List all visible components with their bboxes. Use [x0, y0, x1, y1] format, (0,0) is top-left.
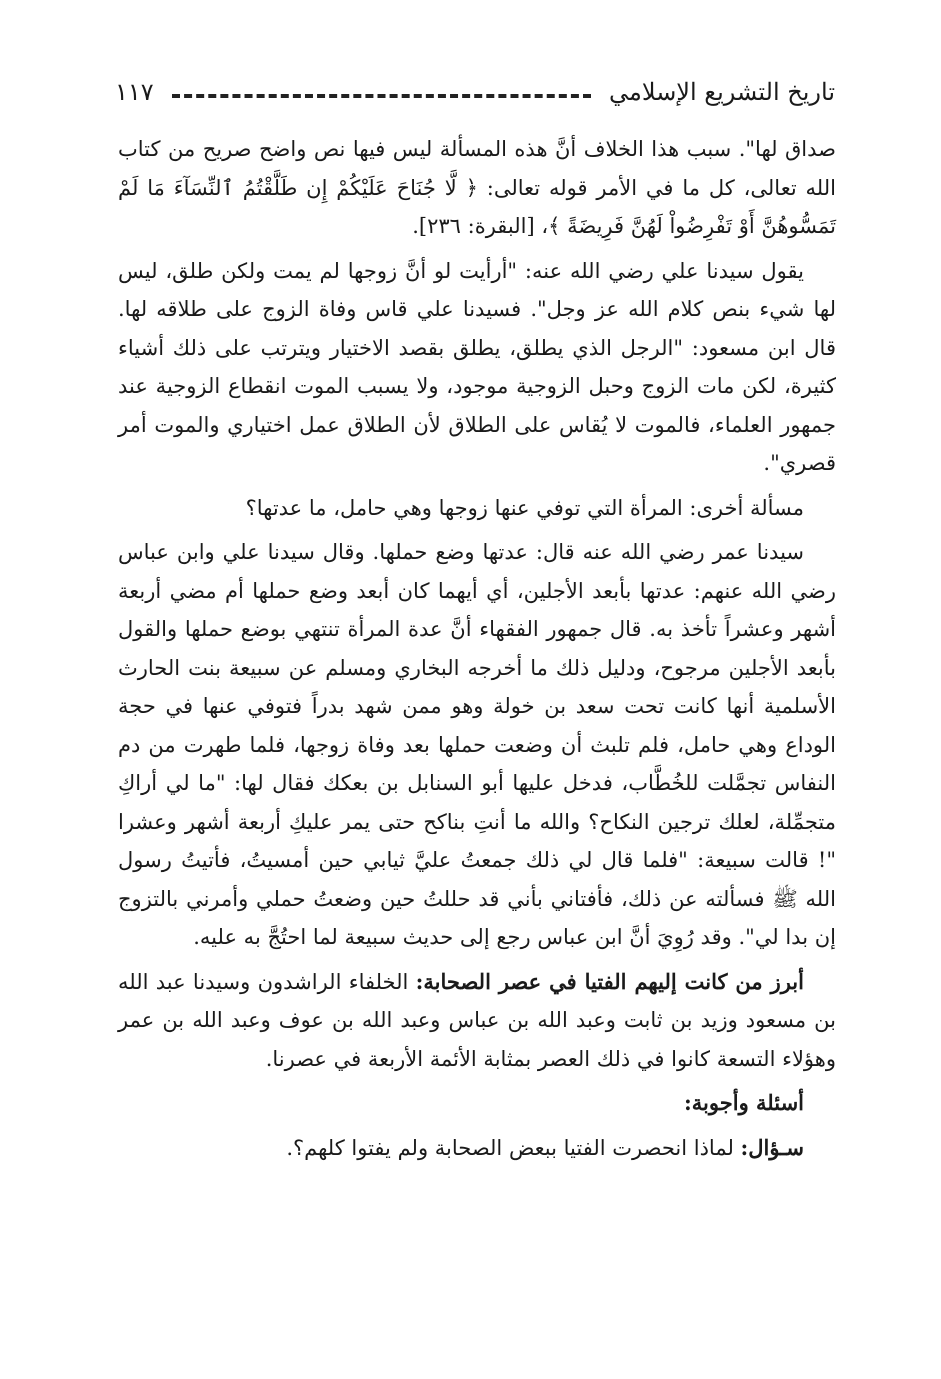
paragraph-4: سيدنا عمر رضي الله عنه قال: عدتها وضع حملها. وقال سيدنا علي وابن عباس رضي الله عنهم: عدتها بأبعد الأجلين، أي أيهما كان أبعد وضع حملها أم مضي أربعة أشهر وعشراً تأخذ به. قال جمهور الفقهاء أنَّ عدة المرأة تنتهي بوضع حملها والقول بأبعد الأجلين مرجوح، ودليل ذلك ما أخرجه البخاري ومسلم عن سبيعة بنت الحارث الأسلمية أنها كانت تحت سعد بن خولة وهو ممن شهد بدراً فتوفي عنها في حجة الوداع وهي حامل، فلم تلبث أن وضعت حملها بعد وفاة زوجها، فلما طهرت من دم النفاس تجمَّلت للخُطَّاب، فدخل عليها أبو السنابل بن بعكك فقال لها: "ما لي أراكِ متجمِّلة، لعلك ترجين النكاح؟ والله ما أنتِ بناكح حتى يمر عليكِ أربعة أشهر وعشرا "! قالت سبيعة: "فلما قال لي ذلك جمعتُ عليَّ ثيابي حين أمسيتُ، فأتيتُ رسول الله ﷺ فسألته عن ذلك، فأفتاني بأني قد حللتُ حين وضعتُ حملي وأمرني بالتزوج إن بدا لي". وقد رُوِيَ أنَّ ابن عباس رجع إلى حديث سبيعة لما احتُجَّ به عليه. [118, 540, 836, 949]
paragraph-5 [118, 963, 836, 1079]
paragraph-3: مسألة أخرى: المرأة التي توفي عنها زوجها وهي حامل، ما عدتها؟ [245, 495, 804, 520]
paragraph-2: يقول سيدنا علي رضي الله عنه: "أرأيت لو أنَّ زوجها لم يمت ولكن طلق، ليس لها شيء بنص كلام الله عز وجل". فسيدنا علي قاس وفاة الزوج على طلاقه لها. قال ابن مسعود: "الرجل الذي يطلق، يطلق بقصد الاختيار ويترتب على ذلك أشياء كثيرة، لكن مات الزوج وحبل الزوجية موجود، ولا يسبب الموت انقطاع الزوجية عند جمهور العلماء، فالموت لا يُقاس على الطلاق لأن الطلاق عمل اختياري والموت أمر قصري". [118, 258, 836, 475]
section-heading-fatwa: أبرز من كانت إليهم الفتيا في عصر الصحابة: [415, 968, 804, 994]
page-header [115, 72, 835, 112]
page-body [118, 130, 836, 1173]
paragraph-1: صداق لها". سبب هذا الخلاف أنَّ هذه المسألة ليس فيها نص واضح صريح من كتاب الله تعالى، كل ما في الأمر قوله تعالى: ﴿ لَّا جُنَاحَ عَلَيْكُمْ إِن طَلَّقْتُمُ ٱلنِّسَآءَ مَا لَمْ تَمَسُّوهُنَّ أَوْ تَفْرِضُواْ لَهُنَّ فَرِيضَةً ﴾، [البقرة: ٢٣٦]. [118, 137, 836, 238]
header-dotted-leader [172, 94, 591, 98]
question-1-text: لماذا انحصرت الفتيا ببعض الصحابة ولم يفتوا كلهم؟. [286, 1135, 741, 1160]
question-1 [118, 1129, 836, 1168]
page-number: ١١٧ [115, 78, 154, 106]
qa-heading: أسئلة وأجوبة: [684, 1090, 804, 1115]
paragraph-5-text: الخلفاء الراشدون وسيدنا عبد الله بن مسعود وزيد بن ثابت وعبد الله بن عباس وعبد الله بن عوف وعبد الله بن عمر وهؤلاء التسعة كانوا في ذلك العصر بمثابة الأئمة الأربعة في عصرنا. [118, 969, 836, 1071]
question-label: سـؤال: [740, 1134, 804, 1160]
header-title: تاريخ التشريع الإسلامي [609, 78, 835, 106]
